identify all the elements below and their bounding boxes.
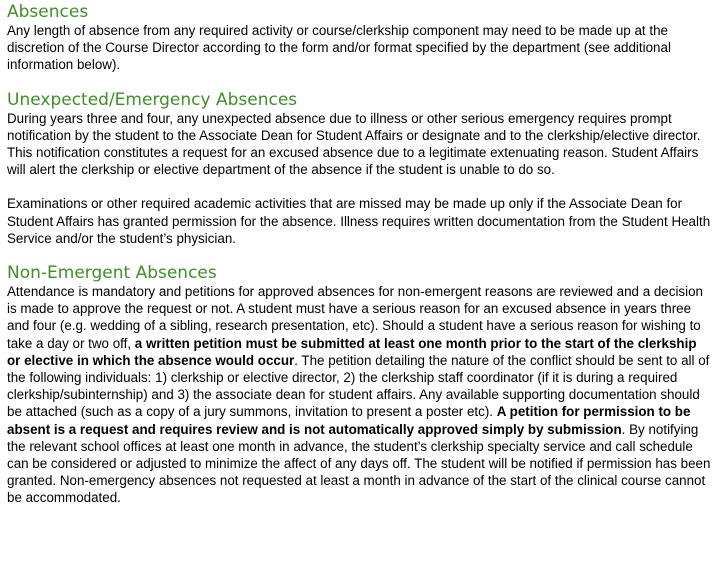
section-heading: Absences bbox=[7, 2, 89, 22]
body-paragraph bbox=[7, 110, 713, 179]
section-absences bbox=[7, 2, 713, 74]
section-unexpected-emergency-absences bbox=[7, 90, 713, 247]
bold-text-run: A petition for permission to be absent is a request and requires review and is not automatically approved simply by submission bbox=[7, 404, 691, 437]
section-heading: Unexpected/Emergency Absences bbox=[7, 89, 298, 110]
body-paragraph bbox=[7, 195, 713, 247]
document-body bbox=[7, 2, 713, 507]
body-paragraph bbox=[7, 22, 713, 74]
bold-text-run: a written petition must be submitted at least one month prior to the start of the clerkship or elective in which the absence would occur bbox=[7, 335, 697, 368]
text-run: Any length of absence from any required activity or course/clerkship component may need to be made up at the discretion of the Course Director according to the form and/or format specified by the department (see additional information below). bbox=[7, 23, 671, 73]
section-non-emergent-absences bbox=[7, 263, 713, 507]
text-run: During years three and four, any unexpected absence due to illness or other serious emergency requires prompt notification by the student to the Associate Dean for Student Affairs or designate and to the clerkship/elective director. This notification constitutes a request for an excused absence due to a legitimate extenuating reason. Student Affairs will alert the clerkship or elective department of the absence if the student is unable to do so. bbox=[7, 110, 701, 178]
text-run: . By notifying the relevant school offices at least one month in advance, the student’s clerkship specialty service and call schedule can be considered or adjusted to minimize the affect of any days off. The student will be notified if permission has been granted. Non-emergency absences not requested at least a month in advance of the start of the clinical course cannot be accommodated. bbox=[7, 421, 711, 506]
body-paragraph bbox=[7, 283, 713, 507]
text-run: . The petition detailing the nature of the conflict should be sent to all of the following individuals: 1) clerkship or elective director, 2) the clerkship staff coordinator (if it is during a required clerkship/subinternship) and 3) the associate dean for student affairs. Any available supporting documentation should be attached (such as a copy of a jury summons, invitation to present a poster etc). bbox=[7, 352, 710, 420]
text-run: Attendance is mandatory and petitions for approved absences for non-emergent reasons are reviewed and a decision is made to approve the request or not. A student must have a serious reason for an excused absence in years three and four (e.g. wedding of a sibling, research presentation, etc). Should a student have a serious reason for wishing to take a day or two off, bbox=[7, 284, 703, 351]
section-heading: Non-Emergent Absences bbox=[7, 263, 217, 284]
text-run: Examinations or other required academic activities that are missed may be made up only if the Associate Dean for Student Affairs has granted permission for the absence. Illness requires written documentation from the Student Health Service and/or the student’s physician. bbox=[7, 196, 711, 246]
